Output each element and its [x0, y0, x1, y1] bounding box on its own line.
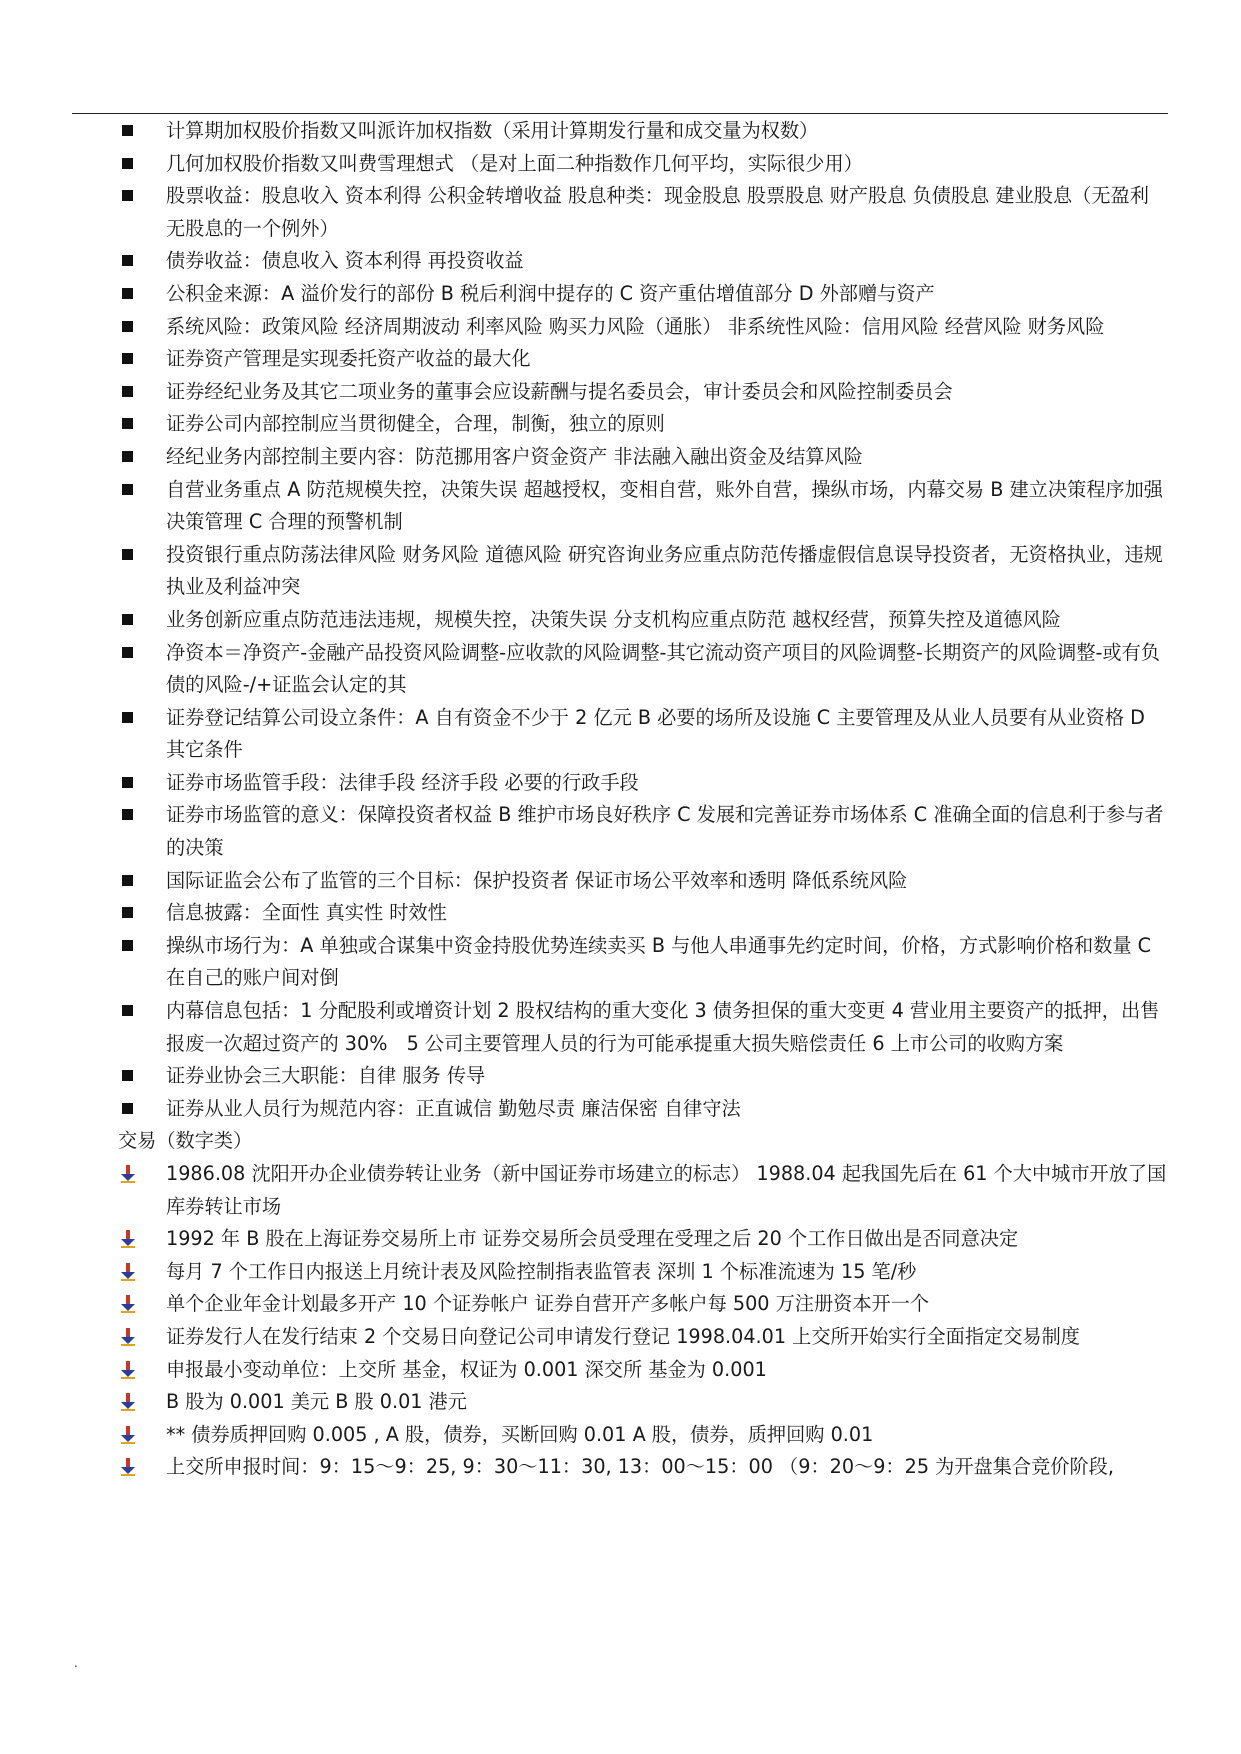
- list-item: [118, 1386, 1168, 1419]
- document-body: [118, 115, 1168, 1484]
- square-bullet-icon: [118, 995, 138, 1028]
- list-item: [118, 311, 1168, 344]
- list-item: [118, 767, 1168, 800]
- square-bullet-icon: [118, 1060, 138, 1093]
- list-item-text: 国际证监会公布了监管的三个目标：保护投资者 保证市场公平效率和透明 降低系统风险: [166, 868, 908, 892]
- list-item: [118, 1256, 1168, 1289]
- list-item-text: 操纵市场行为：A 单独或合谋集中资金持股优势连续卖买 B 与他人串通事先约定时间，价格，方式影响价格和数量 C 在自己的账户间对倒: [166, 933, 1152, 990]
- list-item-text: 证券发行人在发行结束 2 个交易日向登记公司申请发行登记 1998.04.01 上交所开始实行全面指定交易制度: [166, 1324, 1080, 1348]
- list-item: [118, 1419, 1168, 1452]
- list-item-text: 经纪业务内部控制主要内容：防范挪用客户资金资产 非法融入融出资金及结算风险: [166, 444, 863, 468]
- square-bullet-icon: [118, 148, 138, 181]
- list-item: [118, 278, 1168, 311]
- list-item-text: 内幕信息包括：1 分配股利或增资计划 2 股权结构的重大变化 3 债务担保的重大变更 4 营业用主要资产的抵押，出售报废一次超过资产的 30% 5 公司主要管理人员的行为可能承提重大损失赔偿责任 6 上市公司的收购方案: [166, 999, 1160, 1055]
- list-item: [118, 897, 1168, 930]
- list-item-text: 几何加权股价指数又叫费雪理想式 （是对上面二种指数作几何平均，实际很少用）: [166, 151, 863, 175]
- square-bullet-icon: [118, 702, 138, 735]
- square-bullet-icon: [118, 474, 138, 507]
- square-bullet-icon: [118, 376, 138, 409]
- list-item-text: 1992 年 B 股在上海证券交易所上市 证券交易所会员受理在受理之后 20 个工作日做出是否同意决定: [166, 1227, 1019, 1251]
- square-bullet-icon: [118, 343, 138, 376]
- arrow-bullet-icon: [118, 1386, 138, 1419]
- list-item-text: 证券业协会三大职能：自律 服务 传导: [166, 1064, 486, 1088]
- list-item: [118, 180, 1168, 245]
- square-bullet-icon: [118, 1093, 138, 1126]
- list-item-text: 证券资产管理是实现委托资产收益的最大化: [166, 347, 531, 371]
- list-item-text: 1986.08 沈阳开办企业债券转让业务（新中国证券市场建立的标志） 1988.04 起我国先后在 61 个大中城市开放了国库券转让市场: [166, 1162, 1167, 1218]
- square-bullet-icon: [118, 799, 138, 832]
- list-item: [118, 995, 1168, 1060]
- square-bullet-icon: [118, 604, 138, 637]
- square-bullet-icon: [118, 245, 138, 278]
- list-item: [118, 115, 1168, 148]
- list-item-text: 证券市场监管的意义：保障投资者权益 B 维护市场良好秩序 C 发展和完善证券市场体系 C 准确全面的信息利于参与者的决策: [166, 803, 1164, 860]
- arrow-bullet-icon: [118, 1288, 138, 1321]
- square-bullet-icon: [118, 278, 138, 311]
- list-item: [118, 1354, 1168, 1387]
- arrow-bullet-icon: [118, 1321, 138, 1354]
- list-item: [118, 865, 1168, 898]
- list-item: [118, 1288, 1168, 1321]
- arrow-bullet-icon: [118, 1451, 138, 1484]
- arrow-bullet-icon: [118, 1256, 138, 1289]
- list-item: [118, 245, 1168, 278]
- list-item-text: 上交所申报时间：9：15～9：25, 9：30～11：30, 13：00～15：00 （9：20～9：25 为开盘集合竞价阶段,: [166, 1455, 1114, 1479]
- square-bullet-icon: [118, 311, 138, 344]
- square-bullet-icon: [118, 539, 138, 572]
- list-item-text: 每月 7 个工作日内报送上月统计表及风险控制指表监管表 深圳 1 个标准流速为 15 笔/秒: [166, 1259, 917, 1283]
- list-item: [118, 702, 1168, 767]
- list-item: [118, 1451, 1168, 1484]
- list-item: [118, 604, 1168, 637]
- list-item-text: 申报最小变动单位：上交所 基金，权证为 0.001 深交所 基金为 0.001: [166, 1357, 767, 1381]
- list-item: [118, 148, 1168, 181]
- list-item: [118, 343, 1168, 376]
- section-heading: 交易（数字类）: [118, 1129, 253, 1153]
- list-item: [118, 1223, 1168, 1256]
- list-item: [118, 539, 1168, 604]
- square-bullet-list: [118, 115, 1168, 1125]
- square-bullet-icon: [118, 408, 138, 441]
- list-item-text: 公积金来源：A 溢价发行的部份 B 税后利润中提存的 C 资产重估增值部分 D 外部赠与资产: [166, 281, 935, 305]
- list-item: [118, 408, 1168, 441]
- list-item-text: B 股为 0.001 美元 B 股 0.01 港元: [166, 1390, 467, 1414]
- list-item-text: 计算期加权股价指数又叫派许加权指数（采用计算期发行量和成交量为权数）: [166, 119, 819, 142]
- list-item: [118, 930, 1168, 995]
- list-item: [118, 474, 1168, 539]
- square-bullet-icon: [118, 897, 138, 930]
- list-item-text: 证券市场监管手段：法律手段 经济手段 必要的行政手段: [166, 770, 639, 794]
- list-item-text: 净资本＝净资产-金融产品投资风险调整-应收款的风险调整-其它流动资产项目的风险调整-长期资产的风险调整-或有负债的风险-/+证监会认定的其: [166, 640, 1160, 697]
- square-bullet-icon: [118, 930, 138, 963]
- list-item-text: 信息披露：全面性 真实性 时效性: [166, 901, 447, 925]
- arrow-bullet-icon: [118, 1158, 138, 1191]
- list-item-text: ** 债券质押回购 0.005 , A 股，债券，买断回购 0.01 A 股，债券，质押回购 0.01: [166, 1422, 874, 1446]
- list-item-text: 证券从业人员行为规范内容：正直诚信 勤勉尽责 廉洁保密 自律守法: [166, 1096, 741, 1120]
- header-rule: [72, 113, 1168, 114]
- list-item-text: 自营业务重点 A 防范规模失控，决策失误 超越授权，变相自营，账外自营，操纵市场，内幕交易 B 建立决策程序加强决策管理 C 合理的预警机制: [166, 477, 1163, 534]
- list-item-text: 债券收益：债息收入 资本利得 再投资收益: [166, 249, 524, 273]
- square-bullet-icon: [118, 767, 138, 800]
- list-item-text: 系统风险：政策风险 经济周期波动 利率风险 购买力风险（通胀） 非系统性风险：信用风险 经营风险 财务风险: [166, 314, 1105, 338]
- list-item: [118, 637, 1168, 702]
- square-bullet-icon: [118, 637, 138, 670]
- arrow-bullet-list: [118, 1158, 1168, 1484]
- list-item: [118, 441, 1168, 474]
- list-item: [118, 1060, 1168, 1093]
- list-item: [118, 799, 1168, 864]
- list-item-text: 证券公司内部控制应当贯彻健全，合理，制衡，独立的原则: [166, 412, 665, 436]
- list-item: [118, 1321, 1168, 1354]
- list-item: [118, 1158, 1168, 1223]
- list-item-text: 证券登记结算公司设立条件：A 自有资金不少于 2 亿元 B 必要的场所及设施 C 主要管理及从业人员要有从业资格 D 其它条件: [166, 705, 1145, 762]
- square-bullet-icon: [118, 865, 138, 898]
- list-item-text: 证券经纪业务及其它二项业务的董事会应设薪酬与提名委员会，审计委员会和风险控制委员会: [166, 379, 953, 403]
- square-bullet-icon: [118, 115, 138, 148]
- list-item: [118, 376, 1168, 409]
- arrow-bullet-icon: [118, 1223, 138, 1256]
- list-item-text: 单个企业年金计划最多开产 10 个证券帐户 证券自营开产多帐户每 500 万注册资本开一个: [166, 1292, 930, 1316]
- square-bullet-icon: [118, 180, 138, 213]
- list-item-text: 投资银行重点防荡法律风险 财务风险 道德风险 研究咨询业务应重点防范传播虚假信息误导投资者，无资格执业，违规执业及利益冲突: [166, 542, 1163, 599]
- list-item-text: 业务创新应重点防范违法违规，规模失控，决策失误 分支机构应重点防范 越权经营，预算失控及道德风险: [166, 607, 1061, 631]
- arrow-bullet-icon: [118, 1354, 138, 1387]
- footer-mark: .: [74, 1656, 78, 1670]
- square-bullet-icon: [118, 441, 138, 474]
- list-item-text: 股票收益：股息收入 资本利得 公积金转增收益 股息种类：现金股息 股票股息 财产股息 负债股息 建业股息（无盈利无股息的一个例外）: [166, 184, 1149, 240]
- list-item: [118, 1093, 1168, 1126]
- arrow-bullet-icon: [118, 1419, 138, 1452]
